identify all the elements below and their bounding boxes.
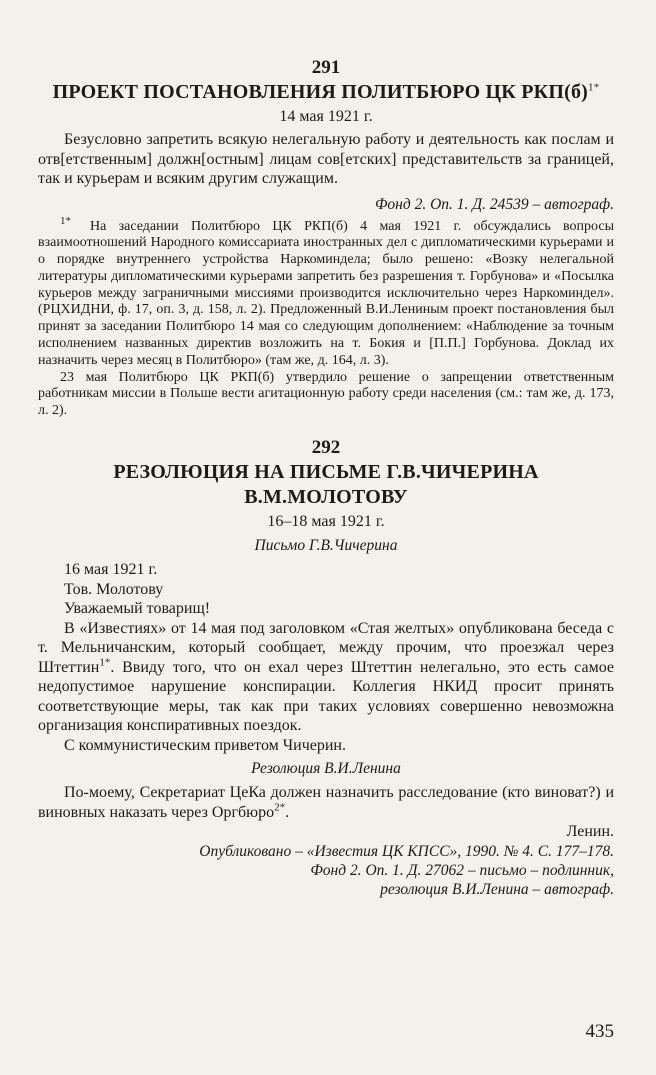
archive-source: Фонд 2. Оп. 1. Д. 27062 – письмо – подлинник, [310, 861, 614, 879]
resolution-text: По-моему, Секретариат ЦеКа должен назначить расследование (кто виноват?) и виновных наказать через Оргбюро [38, 784, 614, 821]
letter-greeting: Уважаемый товарищ! [64, 600, 211, 618]
document-date: 16–18 мая 1921 г. [267, 513, 385, 531]
resolution-body [38, 783, 614, 822]
footnote-ref: 1* [99, 656, 111, 669]
letter-body-part: . Ввиду того, что он ехал через Штеттин нелегально, это есть самое недопустимое нарушение конспирации. Коллегия НКИД просит принять соответствующие меры, так как при таких условиях совершенно невозможна организация конспиративных поездок. [38, 658, 614, 735]
letter-closing: С коммунистическим приветом Чичерин. [64, 736, 346, 754]
footnote-ref: 2* [274, 801, 286, 814]
page-number: 435 [585, 1021, 614, 1042]
document-title-line: РЕЗОЛЮЦИЯ НА ПИСЬМЕ Г.В.ЧИЧЕРИНА [113, 461, 539, 484]
document-number: 291 [311, 57, 341, 78]
signature: Ленин. [566, 823, 614, 841]
document-number: 292 [311, 437, 341, 459]
archive-source: резолюция В.И.Ленина – автограф. [380, 880, 614, 898]
document-title [38, 80, 614, 105]
footnote-ref: 1* [588, 81, 600, 94]
document-title-text: ПРОЕКТ ПОСТАНОВЛЕНИЯ ПОЛИТБЮРО ЦК РКП(б) [52, 81, 589, 103]
publication-info: Опубликовано – «Известия ЦК КПСС», 1990. № 4. С. 177–178. [199, 842, 614, 860]
document-title-line: В.М.МОЛОТОВУ [244, 486, 408, 509]
resolution-text: . [285, 803, 290, 821]
footnote-continuation: 23 мая Политбюро ЦК РКП(б) утвердило решение о запрещении ответственным работникам миссии в Польше вести агитационную работу среди населения (см.: там же, д. 173, л. 2). [38, 369, 614, 419]
footnote: 1* На заседании Политбюро ЦК РКП(б) 4 мая 1921 г. обсуждались вопросы взаимоотношений Народного комиссариата иностранных дел с дипломатическими курьерами и о порядке внутреннего устройства Наркоминдела; было решено: «Возку нелегальной литературы дипломатическими курьерами запретить без разрешения т. Горбунова» и «Посылка курьеров между заграничными миссиями производится исключительно через Наркоминдел». (РЦХИДНИ, ф. 17, оп. 3, д. 158, л. 2). Предложенный В.И.Лениным проект постановления был принят за заседании Политбюро 14 мая со следующим дополнением: «Наблюдение за точным исполнением названных директив возложить на т. Бокия и [П.П.] Горбунова. Доклад их назначить через месяц в Политбюро» (там же, д. 164, л. 3). [38, 214, 614, 368]
footnote-text: На заседании Политбюро ЦК РКП(б) 4 мая 1921 г. обсуждались вопросы взаимоотношений Народного комиссариата иностранных дел с дипломатическими курьерами и о порядке внутреннего устройства Наркоминдела; было решено: «Возку нелегальной литературы дипломатическими курьерами запретить без разрешения т. Горбунова» и «Посылка курьеров между заграничными миссиями производится исключительно через Наркоминдел». (РЦХИДНИ, ф. 17, оп. 3, д. 158, л. 2). Предложенный В.И.Лениным проект постановления был принят за заседании Политбюро 14 мая со следующим дополнением: «Наблюдение за точным исполнением названных директив возложить на т. Бокия и [П.П.] Горбунова. Доклад их назначить через месяц в Политбюро» (там же, д. 164, л. 3). [38, 218, 614, 368]
section-gap [38, 420, 614, 436]
document-date: 14 мая 1921 г. [279, 108, 373, 125]
letter-recipient: Тов. Молотову [64, 580, 164, 598]
letter-body [38, 619, 614, 736]
letter-date: 16 мая 1921 г. [64, 561, 158, 579]
resolution-heading: Резолюция В.И.Ленина [251, 760, 401, 778]
letter-heading: Письмо Г.В.Чичерина [254, 537, 398, 555]
archive-source: Фонд 2. Оп. 1. Д. 24539 – автограф. [374, 195, 614, 213]
letter-body-part: В «Известиях» от 14 мая под заголовком «Стая желтых» опубликована беседа с т. Мельничанским, который сообщает, между прочим, что проезжал через Штеттин [38, 619, 614, 676]
document-body: Безусловно запретить всякую нелегальную работу и деятельность как послам и отв[етственным] должн[остным] лицам сов[етских] представительств за границей, так и курьерам и всяким другим служащим. [38, 131, 614, 187]
